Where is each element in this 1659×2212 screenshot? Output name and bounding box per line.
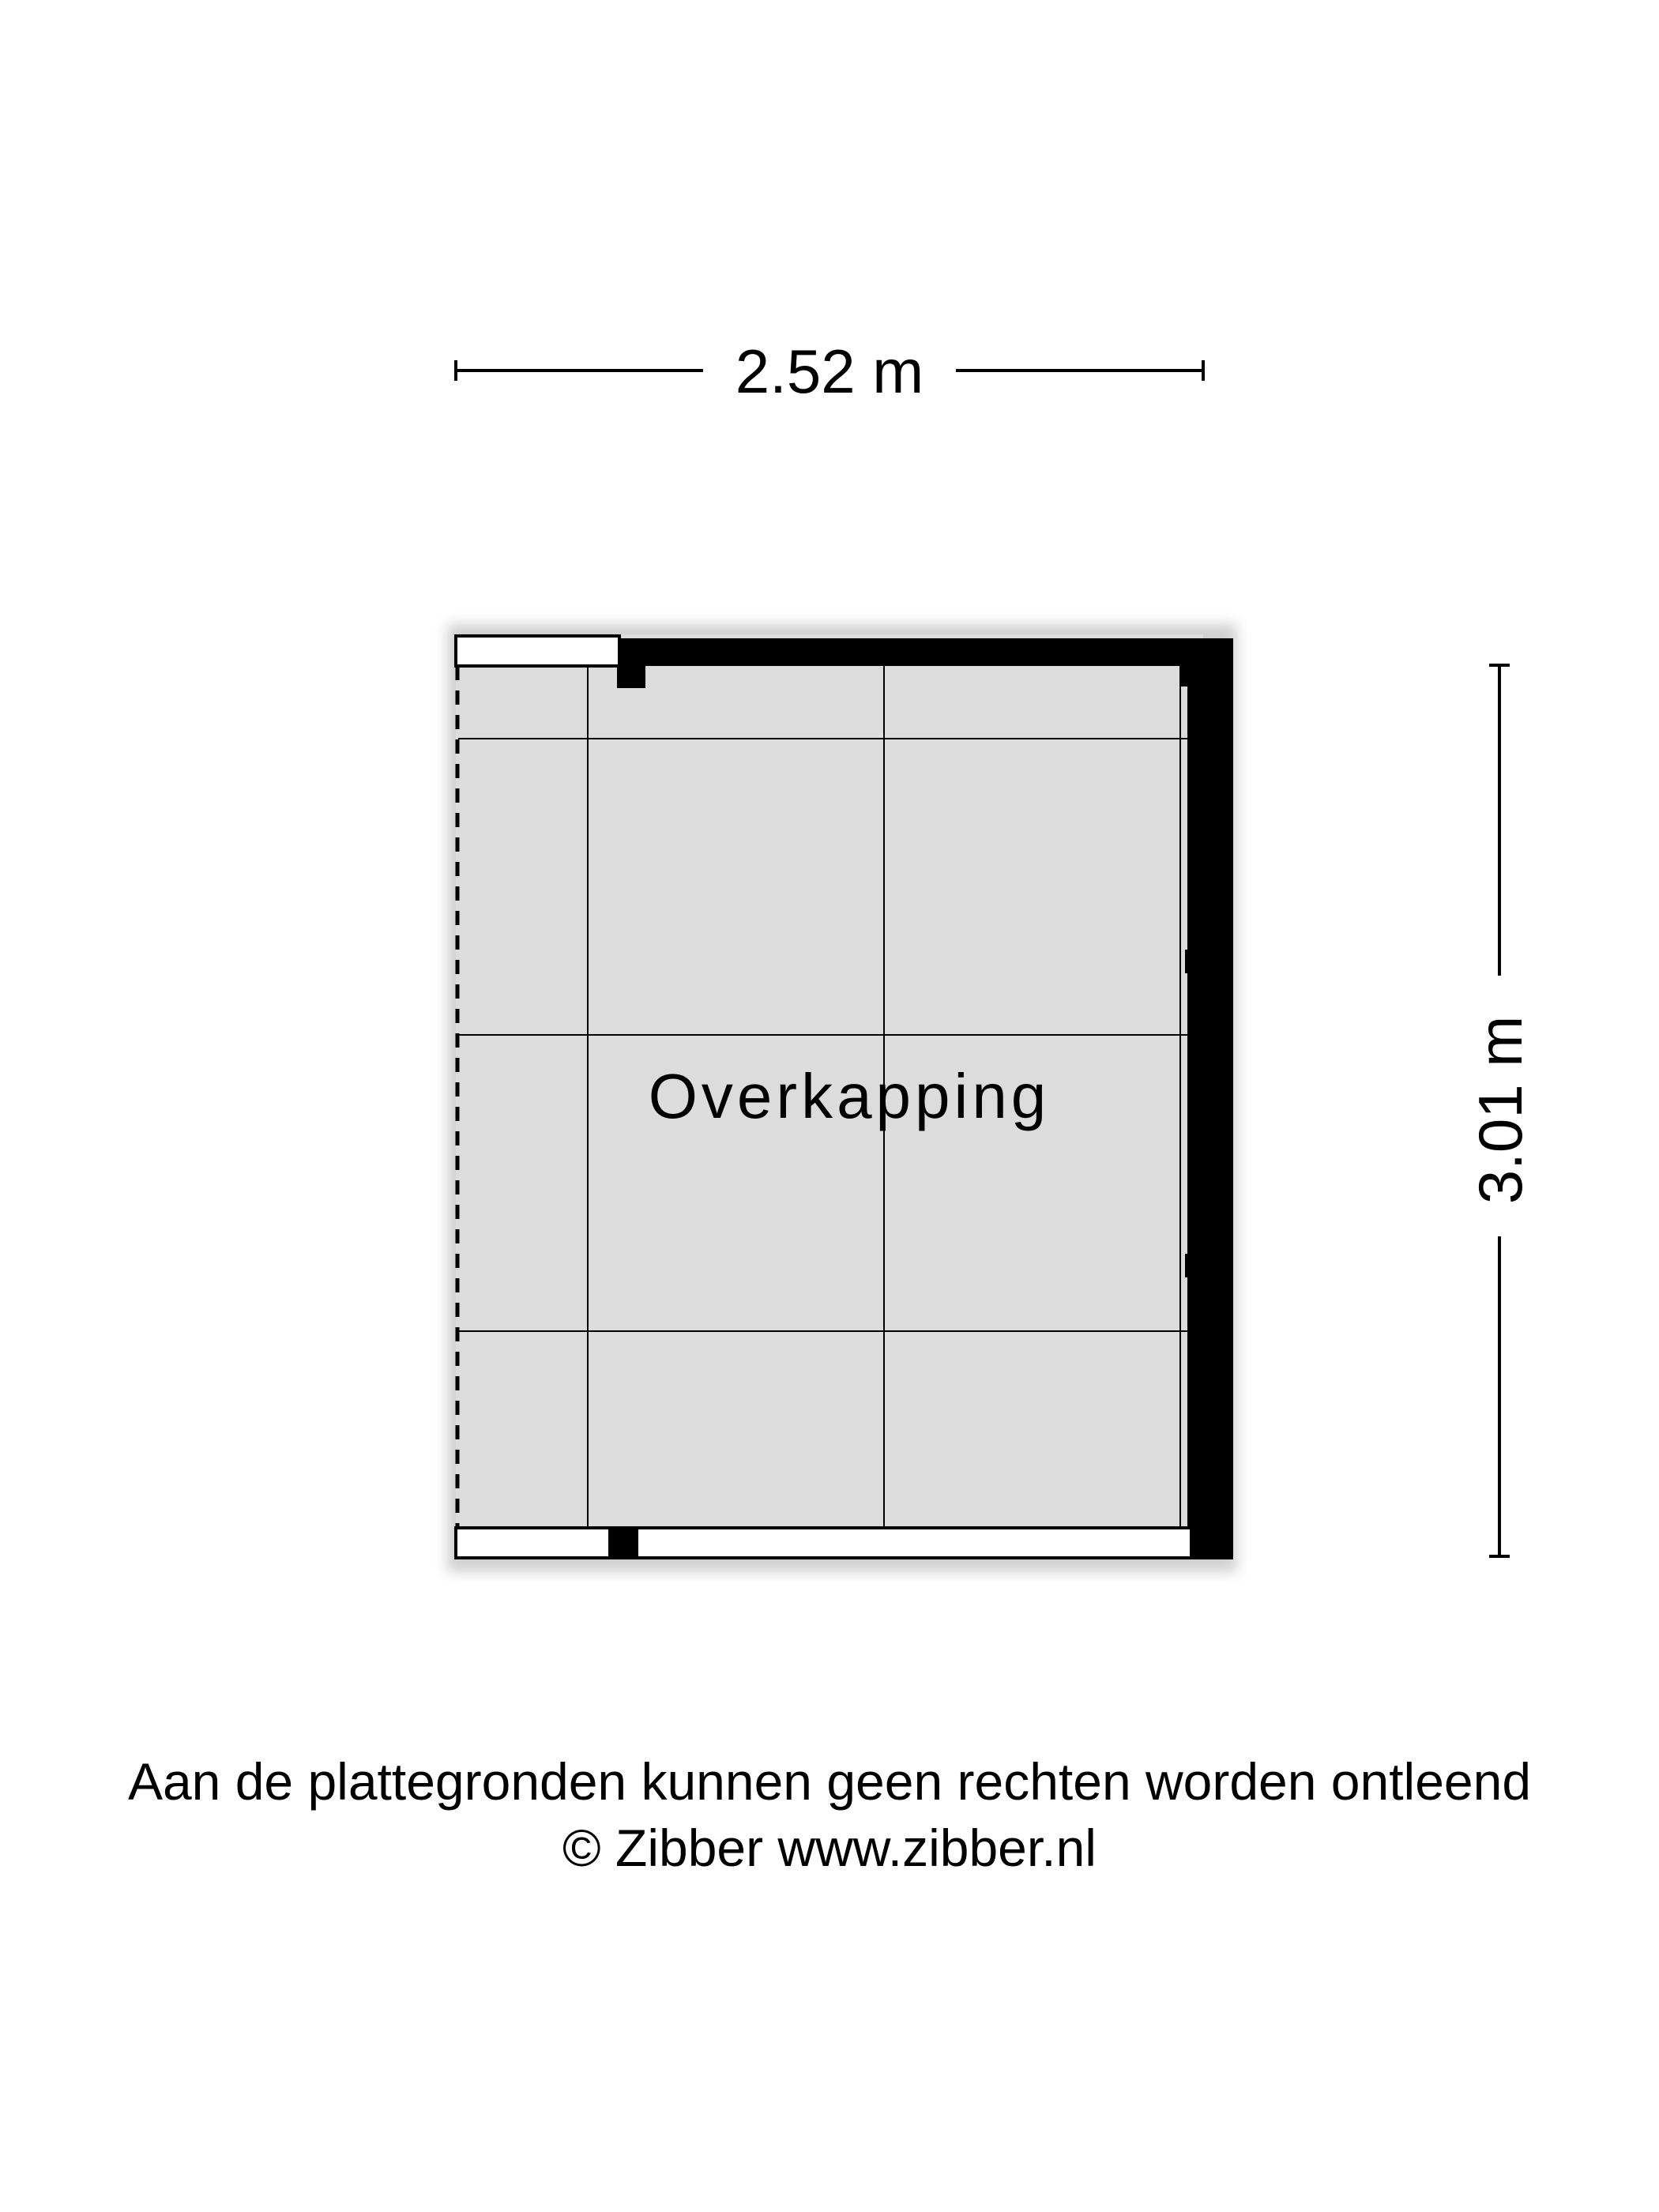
room-label: Overkapping (648, 1061, 1051, 1131)
right-wall-notch-middle (1185, 950, 1193, 973)
height-dimension-label: 3.01 m (1465, 1015, 1535, 1205)
right-wall-notch-top (1181, 666, 1189, 687)
top-left-pillar (617, 666, 645, 688)
width-dimension (456, 337, 1203, 406)
bottom-beam (456, 1528, 1191, 1558)
top-left-beam (456, 636, 619, 666)
width-dimension-label: 2.52 m (735, 337, 924, 406)
disclaimer-text: Aan de plattegronden kunnen geen rechten worden ontleend (127, 1752, 1532, 1811)
room-overkapping (447, 624, 1237, 1572)
top-wall (619, 638, 1187, 666)
bottom-beam-post (608, 1526, 638, 1559)
copyright-text: © Zibber www.zibber.nl (562, 1819, 1097, 1877)
right-wall (1187, 638, 1233, 1559)
height-dimension (1465, 665, 1535, 1556)
right-wall-notch-lower (1185, 1254, 1193, 1277)
